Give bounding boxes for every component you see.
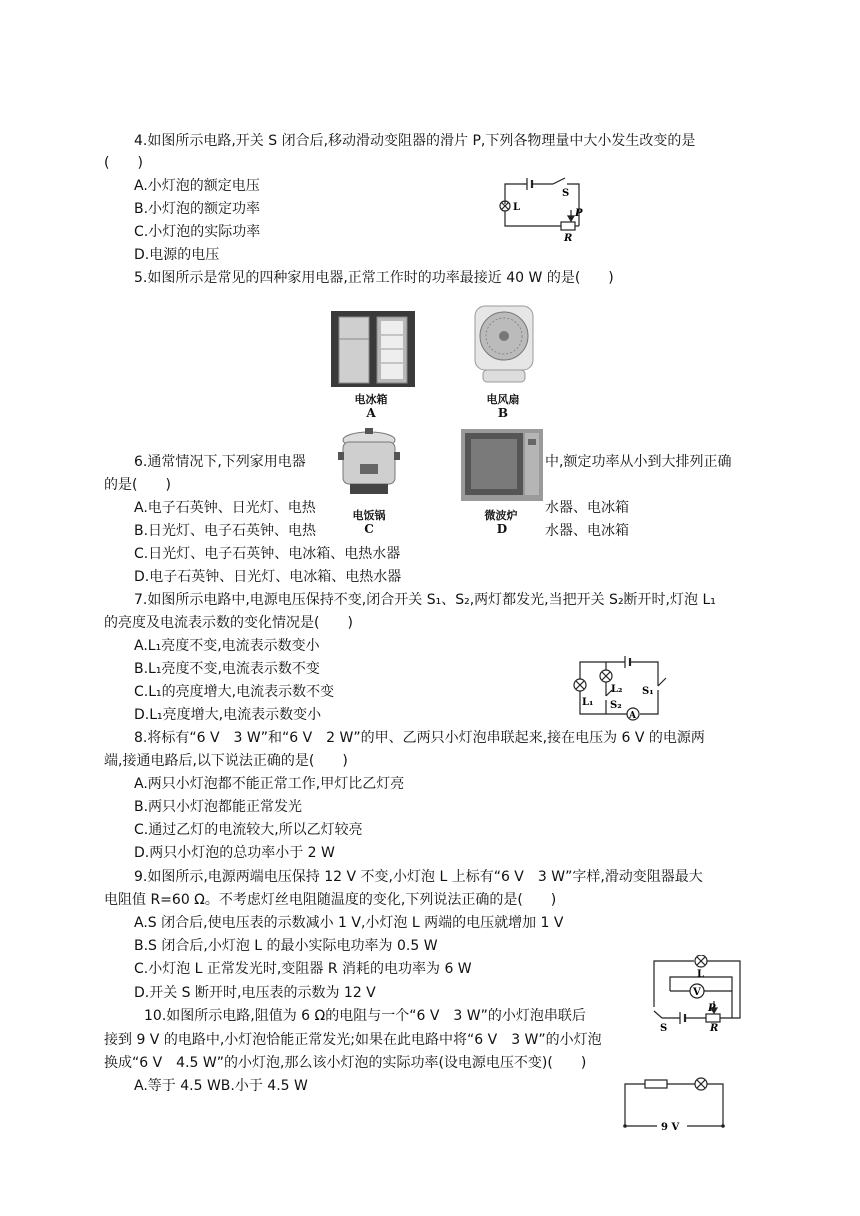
q4-option-a: A.小灯泡的额定电压 [134, 178, 260, 194]
q4-option-d: D.电源的电压 [134, 247, 220, 263]
q7-label-l1: L₁ [582, 697, 594, 708]
q10-stem-line1: 10.如图所示电路,阻值为 6 Ω的电阻与一个“6 V 3 W”的小灯泡串联后 [144, 1008, 586, 1024]
q4-label-s: S [562, 188, 570, 199]
q4-option-b: B.小灯泡的额定功率 [134, 201, 261, 217]
rice-cooker-image [334, 426, 404, 500]
q7-circuit-diagram [570, 654, 680, 722]
q7-option-d: D.L₁亮度增大,电流表示数变小 [134, 707, 322, 723]
q9-option-a: A.S 闭合后,使电压表的示数减小 1 V,小灯泡 L 两端的电压就增加 1 V [134, 915, 564, 931]
q4-label-l: L [513, 202, 521, 213]
appliance-d-letter: D [496, 522, 508, 536]
q6-option-b-left: B.日光灯、电子石英钟、电热 [134, 523, 317, 539]
q9-option-b: B.S 闭合后,小灯泡 L 的最小实际电功率为 0.5 W [134, 938, 438, 954]
q4-label-p: P [575, 208, 583, 219]
q9-option-c: C.小灯泡 L 正常发光时,变阻器 R 消耗的电功率为 6 W [134, 961, 472, 977]
q5-stem: 5.如图所示是常见的四种家用电器,正常工作时的功率最接近 40 W 的是( ) [134, 270, 614, 286]
appliance-a-letter: A [366, 406, 376, 420]
q7-label-a: A [629, 711, 636, 721]
q8-option-b: B.两只小灯泡都能正常发光 [134, 799, 303, 815]
q7-option-a: A.L₁亮度不变,电流表示数变小 [134, 638, 320, 654]
q8-stem-line2: 端,接通电路后,以下说法正确的是( ) [104, 753, 348, 769]
q7-label-s2: S₂ [610, 700, 622, 711]
q9-stem-line1: 9.如图所示,电源两端电压保持 12 V 不变,小灯泡 L 上标有“6 V 3 W”字样,滑动变阻器最大 [134, 869, 703, 885]
refrigerator-image [331, 311, 415, 387]
q8-stem-line1: 8.将标有“6 V 3 W”和“6 V 2 W”的甲、乙两只小灯泡串联起来,接在电压为 6 V 的电源两 [134, 730, 705, 746]
appliance-c-name: 电饭锅 [352, 509, 386, 522]
q9-label-s: S [660, 1023, 668, 1033]
q10-label-voltage: 9 V [661, 1122, 680, 1133]
q7-option-c: C.L₁的亮度增大,电流表示数不变 [134, 684, 335, 700]
q9-label-p: P [708, 1003, 716, 1014]
q6-option-a-left: A.电子石英钟、日光灯、电热 [134, 500, 316, 516]
q10-stem-line3: 换成“6 V 4.5 W”的小灯泡,那么该小灯泡的实际功率(设电源电压不变)( ) [104, 1055, 587, 1071]
q4-circuit-diagram [495, 170, 595, 250]
microwave-image [461, 429, 543, 501]
q10-circuit-diagram [615, 1074, 735, 1138]
q10-stem-line2: 接到 9 V 的电路中,小灯泡恰能正常发光;如果在此电路中将“6 V 3 W”的小灯泡 [104, 1032, 602, 1048]
q9-label-v: V [693, 987, 701, 998]
q4-stem-line2: ( ) [104, 155, 143, 171]
q9-label-l: L [697, 969, 705, 980]
q8-option-c: C.通过乙灯的电流较大,所以乙灯较亮 [134, 822, 363, 838]
q9-circuit-diagram [648, 955, 748, 1033]
q4-option-c: C.小灯泡的实际功率 [134, 224, 261, 240]
q6-option-d: D.电子石英钟、日光灯、电冰箱、电热水器 [134, 569, 402, 585]
q4-label-r: R [564, 233, 573, 244]
q8-option-a: A.两只小灯泡都不能正常工作,甲灯比乙灯亮 [134, 776, 405, 792]
appliance-c-letter: C [364, 522, 374, 536]
appliance-b-letter: B [497, 406, 509, 420]
q7-label-s1: S₁ [642, 686, 654, 697]
appliance-d-name: 微波炉 [484, 509, 518, 522]
appliance-b-name: 电风扇 [486, 393, 520, 406]
q7-label-l2: L₂ [611, 684, 623, 695]
q7-option-b: B.L₁亮度不变,电流表示数不变 [134, 661, 320, 677]
electric-fan-image [469, 304, 539, 386]
q6-option-a-right: 水器、电冰箱 [545, 500, 629, 516]
q6-option-c: C.日光灯、电子石英钟、电冰箱、电热水器 [134, 546, 401, 562]
q8-option-d: D.两只小灯泡的总功率小于 2 W [134, 845, 335, 861]
q6-stem-line1-right: 中,额定功率从小到大排列正确 [545, 454, 732, 470]
q7-stem-line1: 7.如图所示电路中,电源电压保持不变,闭合开关 S₁、S₂,两灯都发光,当把开关 S₂断开时,灯泡 L₁ [134, 592, 716, 608]
appliance-a-name: 电冰箱 [354, 393, 388, 406]
q9-stem-line2: 电阻值 R=60 Ω。不考虑灯丝电阻随温度的变化,下列说法正确的是( ) [104, 892, 557, 908]
q9-option-d: D.开关 S 断开时,电压表的示数为 12 V [134, 985, 376, 1001]
q6-option-b-right: 水器、电冰箱 [545, 523, 629, 539]
q4-stem-line1: 4.如图所示电路,开关 S 闭合后,移动滑动变阻器的滑片 P,下列各物理量中大小发生改变的是 [134, 133, 696, 149]
q6-stem-line2: 的是( ) [104, 477, 171, 493]
q10-options-ab: A.等于 4.5 WB.小于 4.5 W [134, 1078, 308, 1094]
q6-stem-line1-left: 6.通常情况下,下列家用电器 [134, 454, 306, 470]
q9-label-r: R [710, 1023, 719, 1033]
q7-stem-line2: 的亮度及电流表示数的变化情况是( ) [104, 615, 353, 631]
